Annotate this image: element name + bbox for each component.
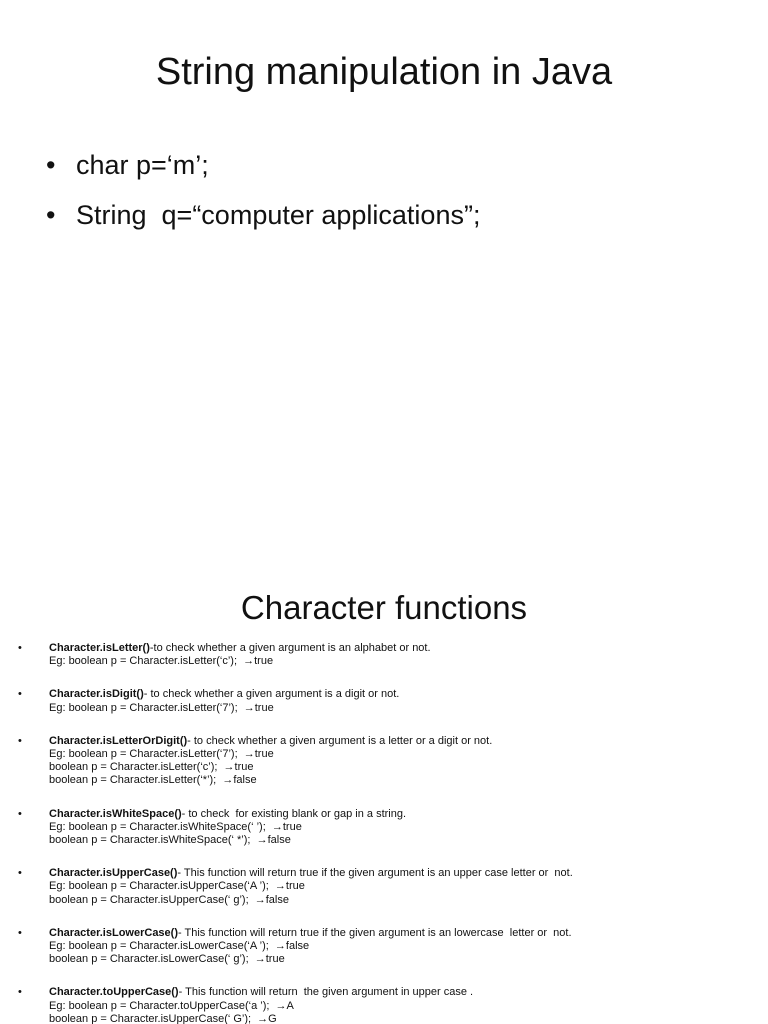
bullet-icon: • [18, 688, 22, 701]
function-name: Character.isUpperCase() [49, 867, 178, 880]
function-item-isdigit [18, 688, 758, 714]
example-line: Eg: boolean p = Character.isLetter(‘7’); →true [49, 701, 274, 714]
function-description: - This function will return the given argument in upper case . [178, 986, 474, 999]
function-description: - to check whether a given argument is a digit or not. [143, 688, 400, 701]
function-item-iswhitespace [18, 808, 758, 848]
example-line: Eg: boolean p = Character.isUpperCase(‘A ’); →true [49, 880, 305, 893]
function-heading [49, 808, 758, 821]
example-line: Eg: boolean p = Character.isWhiteSpace(‘ ’); →true [49, 820, 302, 833]
slide-title: String manipulation in Java [155, 51, 613, 93]
example-line: Eg: boolean p = Character.isLetter(‘c’); →true [49, 655, 274, 668]
example-line: boolean p = Character.isLetter(‘*’); →false [49, 774, 257, 787]
bullet-icon: • [18, 986, 22, 999]
example-line: boolean p = Character.isLowerCase(‘ g’); →true [49, 953, 285, 966]
function-description: - to check whether a given argument is a letter or a digit or not. [187, 734, 493, 747]
function-name: Character.isDigit() [49, 688, 144, 701]
function-heading [49, 735, 758, 748]
example-line: Eg: boolean p = Character.isLetter(‘7’); →true [49, 748, 274, 761]
function-heading [49, 927, 758, 940]
function-description: -to check whether a given argument is an alphabet or not. [149, 642, 431, 654]
example-line: boolean p = Character.isWhiteSpace(‘ *’); →false [49, 834, 291, 847]
function-item-islowercase [18, 927, 758, 967]
example-line: boolean p = Character.isUpperCase(‘ G’); →G [49, 1012, 277, 1024]
function-item-isletterordigit [18, 735, 758, 788]
example-line: Eg: boolean p = Character.toUpperCase(‘a ’); →A [49, 999, 294, 1012]
slide-character-functions [0, 560, 768, 1024]
function-description: - This function will return true if the given argument is an upper case letter or not. [177, 867, 573, 880]
example-line: boolean p = Character.isLetter(‘c’); →true [49, 761, 254, 774]
function-name: Character.isLetterOrDigit() [49, 734, 188, 747]
example-line: Eg: boolean p = Character.isLowerCase(‘A ’); →false [49, 940, 310, 953]
example-line: boolean p = Character.isUpperCase(‘ g’); →false [49, 893, 289, 906]
bullet-icon: • [18, 734, 22, 747]
slide-title: Character functions [240, 589, 528, 626]
bullet-icon: • [18, 926, 22, 939]
bullet-icon: • [18, 642, 22, 654]
function-heading [49, 986, 758, 999]
function-description: - to check for existing blank or gap in a string. [181, 807, 407, 820]
function-item-touppercase [18, 986, 758, 1024]
bullet-list [46, 140, 480, 240]
function-heading [49, 688, 758, 701]
function-name: Character.isLetter() [49, 642, 150, 654]
bullet-icon: • [18, 867, 22, 880]
function-item-isuppercase [18, 867, 758, 907]
function-heading [49, 642, 758, 655]
function-description: - This function will return true if the given argument is an lowercase letter or not. [178, 926, 572, 939]
function-list [18, 642, 758, 1024]
bullet-item-string: • String q=“computer applications”; [46, 190, 480, 240]
bullet-icon: • [18, 807, 22, 820]
function-name: Character.isWhiteSpace() [49, 807, 182, 820]
bullet-item-char: • char p=‘m’; [46, 140, 480, 190]
function-name: Character.isLowerCase() [49, 926, 178, 939]
function-heading [49, 867, 758, 880]
function-name: Character.toUpperCase() [49, 986, 179, 999]
function-item-isletter [18, 642, 758, 668]
